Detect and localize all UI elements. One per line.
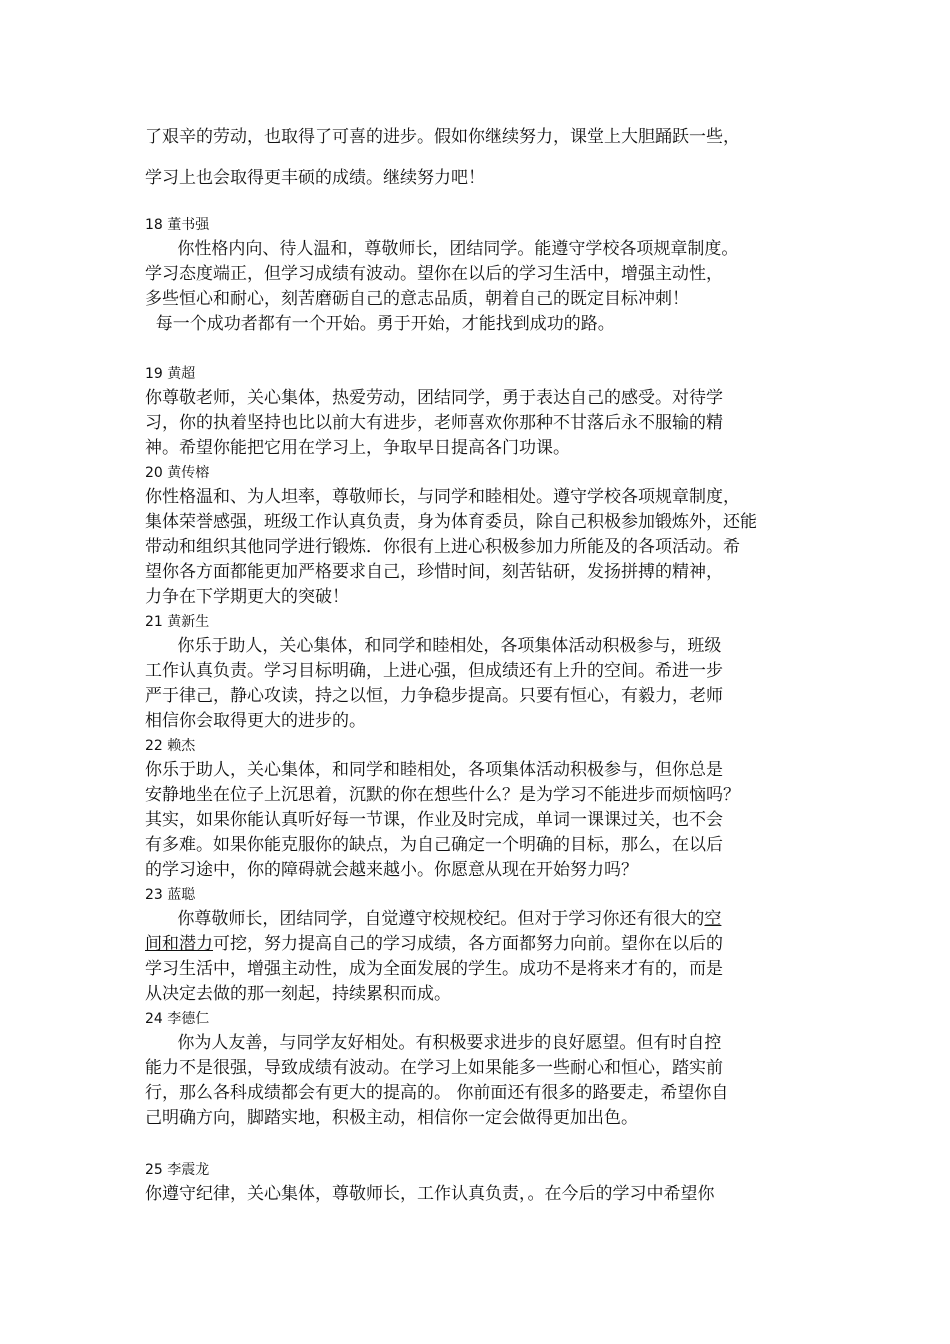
- comment-line: 你遵守纪律，关心集体，尊敬师长，工作认真负责，。在今后的学习中希望你: [145, 1184, 715, 1204]
- comment-line: 严于律己，静心攻读，持之以恒，力争稳步提高。只要有恒心，有毅力，老师: [145, 686, 723, 706]
- comment-line: 行，那么各科成绩都会有更大的提高的。 你前面还有很多的路要走，希望你自: [145, 1083, 729, 1103]
- comment-line: 力争在下学期更大的突破！: [145, 587, 349, 607]
- comment-line: 你尊敬老师，关心集体，热爱劳动，团结同学，勇于表达自己的感受。对待学: [145, 388, 723, 408]
- comment-text: 你尊敬师长，团结同学，自觉遵守校规校纪。但对于学习你还有很大的: [145, 909, 705, 929]
- comment-line: [145, 907, 721, 931]
- student-heading-22: 22 赖杰: [145, 738, 196, 754]
- student-heading-21: 21 黄新生: [145, 614, 210, 630]
- comment-line: 其实，如果你能认真听好每一节课，作业及时完成，单词一课课过关，也不会: [145, 810, 723, 830]
- comment-line: 集体荣誉感强，班级工作认真负责，身为体育委员，除自己积极参加锻炼外，还能: [145, 512, 757, 532]
- comment-line: 你乐于助人，关心集体，和同学和睦相处，各项集体活动积极参与，班级: [145, 636, 722, 656]
- comment-line: 望你各方面都能更加严格要求自己，珍惜时间，刻苦钻研，发扬拼搏的精神，: [145, 562, 723, 582]
- underlined-text: 空: [704, 909, 722, 929]
- comment-line: [145, 932, 723, 956]
- comment-line: 你性格温和、为人坦率，尊敬师长，与同学和睦相处。遵守学校各项规章制度，: [145, 487, 740, 507]
- comment-line: 带动和组织其他同学进行锻炼．你很有上进心积极参加力所能及的各项活动。希: [145, 537, 740, 557]
- comment-line: 你性格内向、待人温和，尊敬师长，团结同学。能遵守学校各项规章制度。: [145, 239, 739, 259]
- comment-line: 相信你会取得更大的进步的。: [145, 711, 366, 731]
- comment-line: 能力不是很强，导致成绩有波动。在学习上如果能多一些耐心和恒心，踏实前: [145, 1058, 723, 1078]
- intro-line-1: 了艰辛的劳动，也取得了可喜的进步。假如你继续努力，课堂上大胆踊跃一些，: [145, 127, 740, 147]
- student-heading-24: 24 李德仁: [145, 1011, 210, 1027]
- student-heading-19: 19 黄超: [145, 366, 196, 382]
- comment-line: 你乐于助人，关心集体，和同学和睦相处，各项集体活动积极参与，但你总是: [145, 760, 723, 780]
- comment-line: 安静地坐在位子上沉思着，沉默的你在想些什么？是为学习不能进步而烦恼吗？: [145, 785, 740, 805]
- student-heading-20: 20 黄传榕: [145, 465, 210, 481]
- comment-line: 工作认真负责。学习目标明确，上进心强，但成绩还有上升的空间。希进一步: [145, 661, 723, 681]
- intro-line-2: 学习上也会取得更丰硕的成绩。继续努力吧！: [145, 168, 485, 188]
- comment-line: 学习态度端正，但学习成绩有波动。望你在以后的学习生活中，增强主动性，: [145, 264, 723, 284]
- underlined-text: 间和潜力: [145, 934, 213, 954]
- comment-line: 学习生活中，增强主动性，成为全面发展的学生。成功不是将来才有的，而是: [145, 959, 723, 979]
- comment-text: 可挖，努力提高自己的学习成绩，各方面都努力向前。望你在以后的: [213, 934, 723, 954]
- student-heading-25: 25 李震龙: [145, 1162, 210, 1178]
- comment-line: 己明确方向，脚踏实地，积极主动，相信你一定会做得更加出色。: [145, 1108, 638, 1128]
- student-heading-23: 23 蓝聪: [145, 887, 196, 903]
- comment-line: 的学习途中，你的障碍就会越来越小。你愿意从现在开始努力吗？: [145, 860, 638, 880]
- comment-line: 多些恒心和耐心，刻苦磨砺自己的意志品质，朝着自己的既定目标冲刺！: [145, 289, 689, 309]
- comment-line: 从决定去做的那一刻起，持续累积而成。: [145, 984, 451, 1004]
- comment-line: 神。希望你能把它用在学习上，争取早日提高各门功课。: [145, 438, 570, 458]
- comment-line: 有多难。如果你能克服你的缺点，为自己确定一个明确的目标，那么，在以后: [145, 835, 723, 855]
- comment-line: 习，你的执着坚持也比以前大有进步，老师喜欢你那种不甘落后永不服输的精: [145, 413, 723, 433]
- student-heading-18: 18 董书强: [145, 217, 210, 233]
- comment-line: 你为人友善，与同学友好相处。有积极要求进步的良好愿望。但有时自控: [145, 1033, 722, 1053]
- comment-line: 每一个成功者都有一个开始。勇于开始，才能找到成功的路。: [145, 314, 615, 334]
